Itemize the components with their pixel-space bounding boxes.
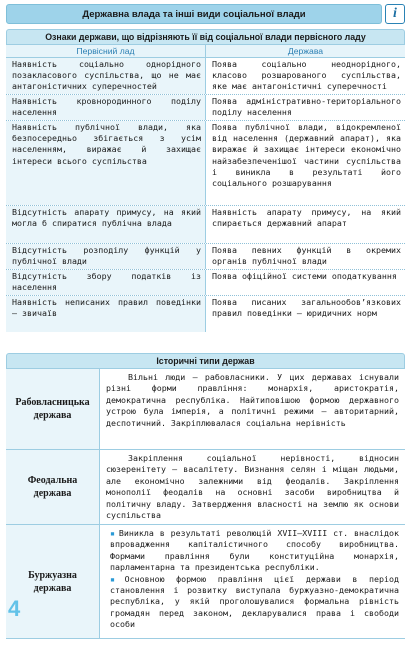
primitive-cell: Наявність кровнородинного поділу населення — [6, 95, 206, 120]
primitive-cell: Відсутність розподілу функцій у публічної влади — [6, 244, 206, 269]
table-row — [6, 525, 405, 639]
state-type-description — [100, 369, 405, 449]
state-cell: Поява соціально неоднорідного, класово розшарованого суспільства, яке має антагоністичні суперечності — [206, 58, 405, 94]
table-row — [6, 244, 405, 270]
column-header-primitive: Первісний лад — [6, 45, 206, 58]
primitive-cell: Відсутність збору податків із населення — [6, 270, 206, 295]
state-cell: Поява певних функцій в окремих органів публічної влади — [206, 244, 405, 269]
table-title: Ознаки держави, що відрізняють її від соціальної влади первісного ладу — [6, 29, 405, 45]
primitive-cell: Наявність соціально однорідного позакласового суспільства, що не має антагоністичних суперечностей — [6, 58, 206, 94]
table-row — [6, 270, 405, 296]
table-row — [6, 95, 405, 121]
primitive-cell: Наявність публічної влади, яка безпосередньо збігається з усім населенням, виражає й захищає інтереси всього суспільства — [6, 121, 206, 205]
page-number: 4 — [8, 596, 21, 621]
description-paragraph: Вільні люди — рабовласники. У цих державах існували різні форми правління: монархія, аристократія, демократична республіка. Найтиповішою формою державного устрою була імперія, а політичні режими — авторитарний, деспотичний. Закріплювалася соціальна нерівність — [106, 372, 399, 428]
state-cell: Поява публічної влади, відокремленої від населення (державний апарат), яка виражає й захищає інтереси економічно найзабезпеченішої частини суспільства і виникла в результаті його соціального розшарування — [206, 121, 405, 205]
state-type-description — [100, 525, 405, 638]
bullet-icon: ▪ — [110, 528, 116, 538]
state-cell: Наявність апарату примусу, на який спирається державний апарат — [206, 206, 405, 243]
description-paragraph: ▪ Виникла в результаті революцій XVII—XVIII ст. внаслідок впровадження капіталістичного способу виробництва. Формами правління були конституційна монархія, парламентарна та президентська республіки. — [110, 528, 399, 573]
description-paragraph: ▪ Основною формою правління цієї держави в період становлення і розвитку виступала буржуазно-демократична республіка, у якій проголошувалися формальна рівність громадян перед законом, декларувалися права і свободи особи — [110, 573, 399, 630]
state-features-table — [6, 29, 405, 332]
state-type-label: Буржуазна держава — [6, 525, 100, 638]
state-type-label: Рабовласницька держава — [6, 369, 100, 449]
table-header — [6, 45, 405, 58]
table-row — [6, 206, 405, 244]
section-title: Державна влада та інші види соціальної влади — [82, 8, 306, 20]
info-icon[interactable]: i — [385, 4, 405, 24]
table-row — [6, 296, 405, 332]
section-header — [6, 4, 382, 24]
bullet-icon: ▪ — [110, 573, 122, 584]
state-cell: Поява офіційної системи оподаткування — [206, 270, 405, 295]
table-row — [6, 121, 405, 206]
table-row — [6, 58, 405, 95]
primitive-cell: Наявність неписаних правил поведінки — звичаїв — [6, 296, 206, 332]
state-cell: Поява писаних загальнообов’язкових правил поведінки — юридичних норм — [206, 296, 405, 332]
primitive-cell: Відсутність апарату примусу, на який могла б спиратися публічна влада — [6, 206, 206, 243]
state-type-description — [100, 450, 405, 524]
table-title: Історичні типи держав — [6, 353, 405, 369]
state-cell: Поява адміністративно-територіального поділу населення — [206, 95, 405, 120]
state-type-label: Феодальна держава — [6, 450, 100, 524]
historical-types-table — [6, 353, 405, 639]
table-row — [6, 369, 405, 450]
description-paragraph: Закріплення соціальної нерівності, відносин сюзеренітету — васалітету. Визнання селян і міщан людьми, але економічно залежними від феодалів. Закріплення монополії феодалів на основні засоби виробництва й політичну владу. Затвердження власності на землю як основи суспільства — [106, 453, 399, 521]
column-header-state: Держава — [206, 45, 405, 58]
table-row — [6, 450, 405, 525]
